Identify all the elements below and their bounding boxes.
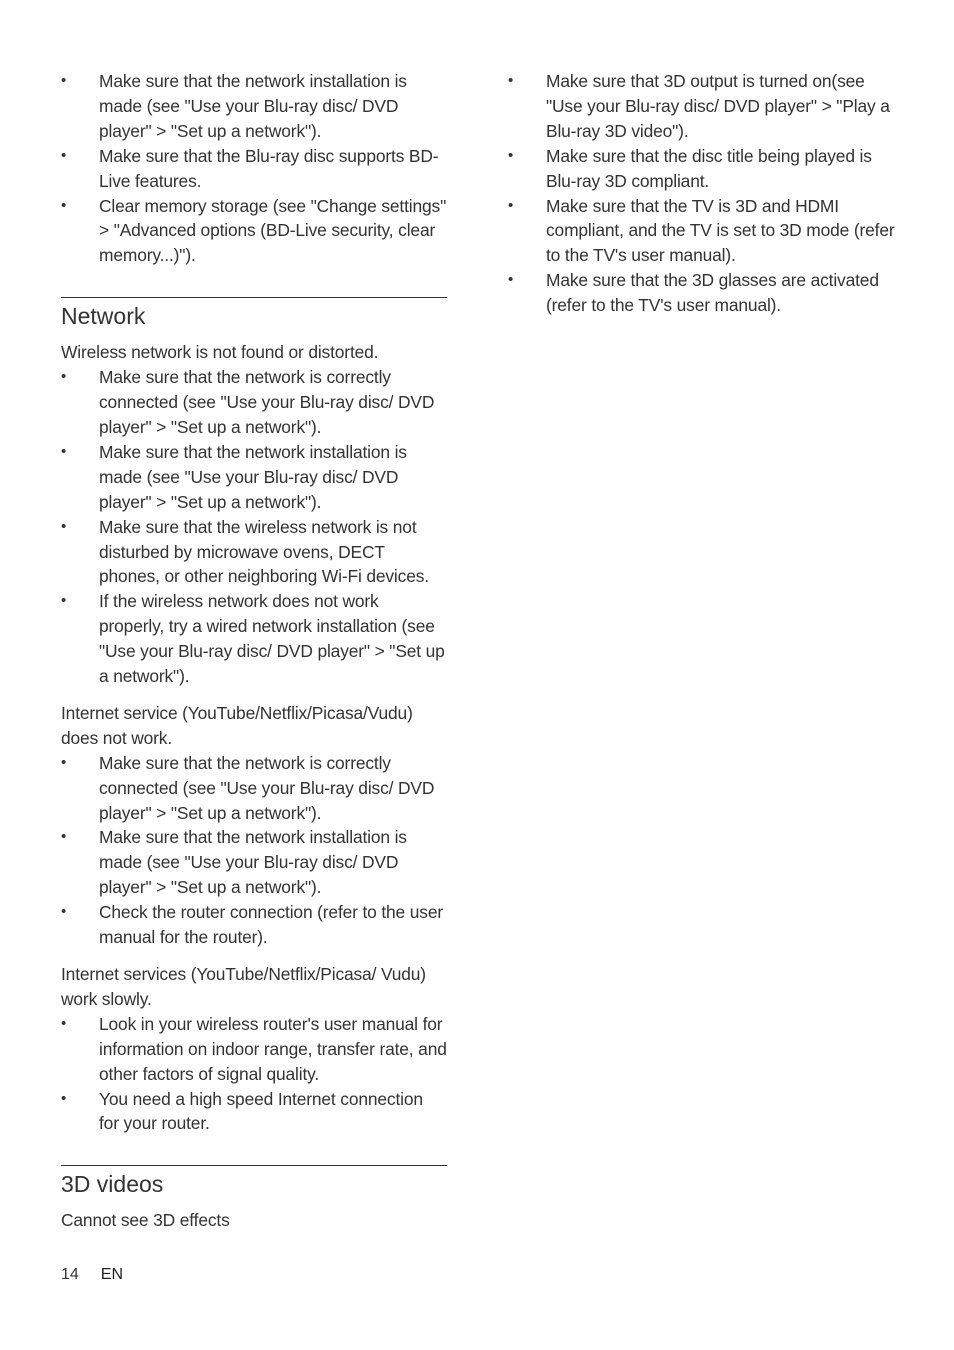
videos-3d-section bbox=[61, 1165, 447, 1233]
bullet-list-wireless bbox=[61, 365, 447, 689]
list-item: • Make sure that the TV is 3D and HDMI compliant, and the TV is set to 3D mode (refer to the TV's user manual). bbox=[508, 194, 898, 269]
list-item: • Make sure that the wireless network is not disturbed by microwave ovens, DECT phones, or other neighboring Wi-Fi devices. bbox=[61, 515, 447, 590]
right-column bbox=[508, 69, 898, 318]
list-item: • Make sure that the network installation is made (see "Use your Blu-ray disc/ DVD player" > "Set up a network"). bbox=[61, 69, 447, 144]
list-item: • Make sure that the network installation is made (see "Use your Blu-ray disc/ DVD player" > "Set up a network"). bbox=[61, 440, 447, 515]
list-item: • Make sure that the network installation is made (see "Use your Blu-ray disc/ DVD player" > "Set up a network"). bbox=[61, 825, 447, 900]
list-item: • Make sure that the disc title being played is Blu-ray 3D compliant. bbox=[508, 144, 898, 194]
subheading-internet-slow: Internet services (YouTube/Netflix/Picasa/ Vudu) work slowly. bbox=[61, 964, 426, 1009]
bullet-list-internet-service bbox=[61, 751, 447, 950]
list-item: • Look in your wireless router's user manual for information on indoor range, transfer rate, and other factors of signal quality. bbox=[61, 1012, 447, 1087]
list-item: • If the wireless network does not work properly, try a wired network installation (see "Use your Blu-ray disc/ DVD player" > "Set up a network"). bbox=[61, 589, 447, 689]
subheading-internet-service: Internet service (YouTube/Netflix/Picasa/Vudu) does not work. bbox=[61, 702, 413, 748]
subheading-3d-effects: Cannot see 3D effects bbox=[61, 1210, 230, 1231]
page-number: 14 bbox=[61, 1266, 79, 1283]
bullet-list-internet-slow bbox=[61, 1012, 447, 1137]
list-item: • Make sure that the 3D glasses are activated (refer to the TV's user manual). bbox=[508, 268, 898, 318]
network-section bbox=[61, 297, 447, 1136]
section-title-3d-videos: 3D videos bbox=[61, 1171, 164, 1198]
list-item: • Make sure that 3D output is turned on(see "Use your Blu-ray disc/ DVD player" > "Play a Blu-ray 3D video"). bbox=[508, 69, 898, 144]
section-title-network: Network bbox=[61, 303, 146, 330]
list-item: • You need a high speed Internet connection for your router. bbox=[61, 1087, 447, 1137]
subheading-wireless: Wireless network is not found or distorted. bbox=[61, 342, 379, 363]
language-code: EN bbox=[100, 1266, 124, 1283]
bullet-list-3d bbox=[508, 69, 898, 318]
intro-bullet-list bbox=[61, 69, 447, 268]
list-item: • Make sure that the Blu-ray disc supports BD-Live features. bbox=[61, 144, 447, 194]
list-item: • Make sure that the network is correctly connected (see "Use your Blu-ray disc/ DVD player" > "Set up a network"). bbox=[61, 751, 447, 826]
list-item: • Clear memory storage (see "Change settings" > "Advanced options (BD-Live security, clear memory...)"). bbox=[61, 194, 447, 269]
left-column bbox=[61, 69, 447, 1233]
list-item: • Make sure that the network is correctly connected (see "Use your Blu-ray disc/ DVD player" > "Set up a network"). bbox=[61, 365, 447, 440]
list-item: • Check the router connection (refer to the user manual for the router). bbox=[61, 900, 447, 950]
page-footer bbox=[61, 1266, 123, 1284]
